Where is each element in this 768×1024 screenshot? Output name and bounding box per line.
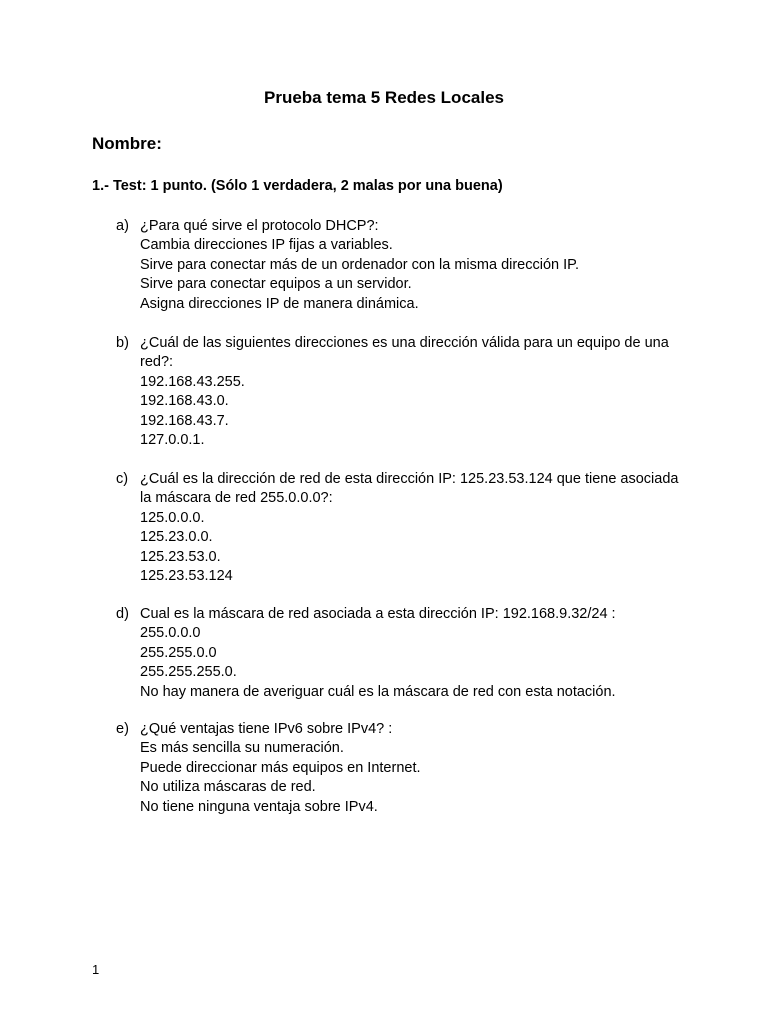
question-a [116,217,686,314]
question-b [116,334,686,450]
question-letter: b) [116,335,129,351]
answer-option: 125.23.53.0. [140,548,221,565]
question-text: ¿Qué ventajas tiene IPv6 sobre IPv4? : [140,721,393,737]
answer-option: 192.168.43.7. [140,412,229,429]
question-letter: a) [116,218,129,234]
answer-option: No utiliza máscaras de red. [140,779,316,796]
answer-option: Es más sencilla su numeración. [140,740,344,757]
name-label: Nombre: [92,134,162,153]
answer-option: Sirve para conectar equipos a un servidor. [140,276,412,293]
answer-option: No tiene ninguna ventaja sobre IPv4. [140,798,378,815]
answer-option: 255.255.255.0. [140,664,237,681]
answer-option: 192.168.43.0. [140,393,229,410]
answer-option: 192.168.43.255. [140,373,245,390]
answer-option: Sirve para conectar más de un ordenador con la misma dirección IP. [140,256,579,273]
page-number: 1 [92,962,100,977]
question-letter: d) [116,606,129,622]
answer-option: Cambia direcciones IP fijas a variables. [140,237,393,254]
answer-option: Asigna direcciones IP de manera dinámica. [140,295,419,312]
page-title: Prueba tema 5 Redes Locales [263,88,504,107]
answer-option: 125.23.53.124 [140,568,233,585]
answer-option: No hay manera de averiguar cuál es la máscara de red con esta notación. [140,683,616,700]
question-e [116,720,686,817]
question-letter: e) [116,721,129,737]
section-heading: 1.- Test: 1 punto. (Sólo 1 verdadera, 2 malas por una buena) [92,178,503,194]
question-letter: c) [116,471,129,487]
answer-option: 125.0.0.0. [140,509,205,526]
question-c [116,470,686,586]
question-text: Cual es la máscara de red asociada a esta dirección IP: 192.168.9.32/24 : [140,606,616,622]
answer-option: Puede direccionar más equipos en Internet. [140,759,421,776]
question-text: ¿Para qué sirve el protocolo DHCP?: [140,218,379,234]
question-text: ¿Cuál de las siguientes direcciones es una dirección válida para un equipo de una red?: [140,335,669,371]
answer-option: 125.23.0.0. [140,529,213,546]
question-text: ¿Cuál es la dirección de red de esta dirección IP: 125.23.53.124 que tiene asociada la máscara de red 255.0.0.0?: [140,471,679,507]
answer-option: 255.0.0.0 [140,625,201,642]
question-d [116,605,686,702]
answer-option: 255.255.0.0 [140,644,217,661]
answer-option: 127.0.0.1. [140,432,205,449]
